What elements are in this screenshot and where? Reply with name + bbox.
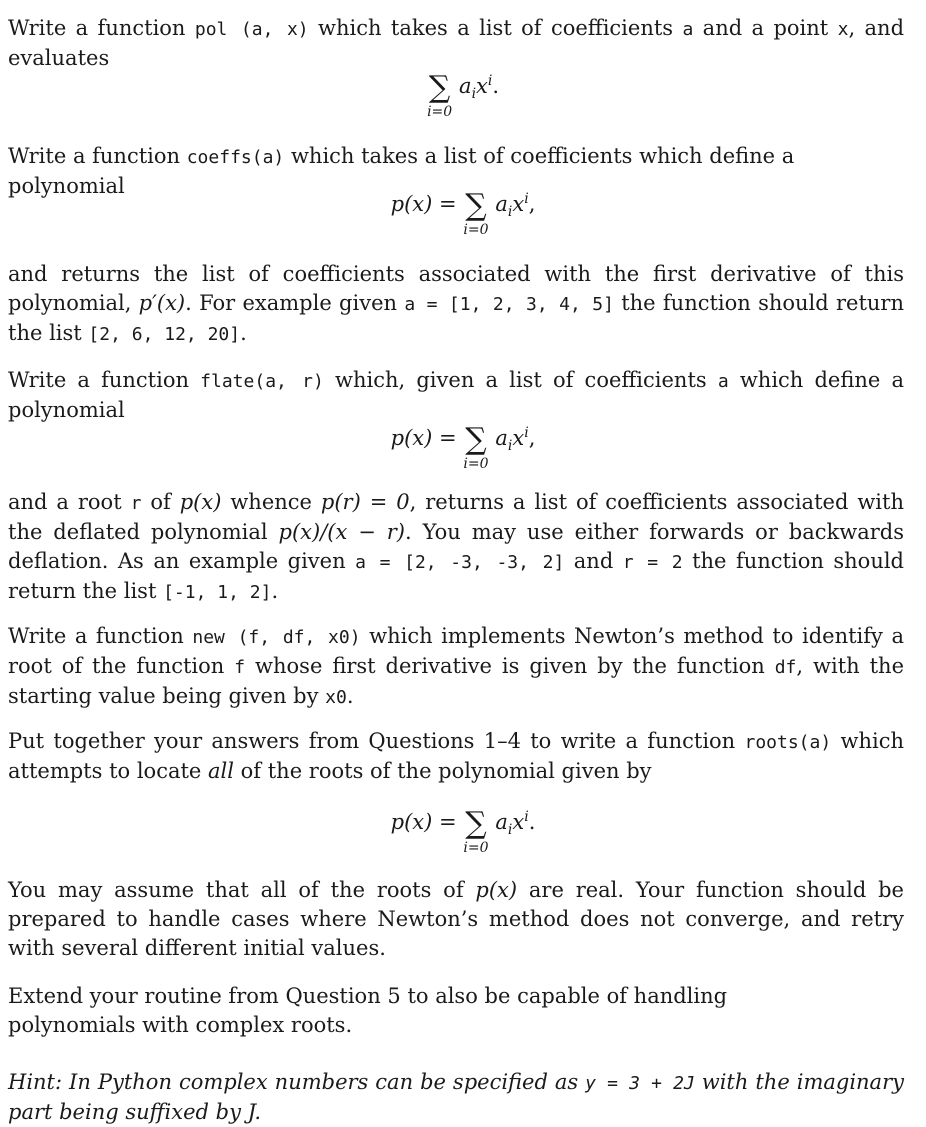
question-2-text: Write a function coeffs(a) which takes a list of coefficients which define a polynomial — [8, 144, 795, 198]
equation-2: p(x) = ∑ i=0 $a_ix^i$, — [390, 188, 536, 238]
code-f: f — [234, 657, 246, 678]
function-name-new: new (f, df, x0) — [192, 627, 361, 648]
equation-4: p(x) = ∑ i=0 $a_ix^i$. — [390, 806, 536, 856]
code-example-result: [2, 6, 12, 20] — [88, 324, 241, 345]
hint-text: Hint: In Python complex numbers can be specified as y = 3 + 2J with the imaginary part being suffixed by J. — [8, 1070, 904, 1124]
code-x0: x0 — [325, 687, 347, 708]
equation-3: p(x) = ∑ i=0 $a_ix^i$, — [390, 422, 536, 472]
sum-limit: i=0 — [427, 104, 453, 120]
q1-text: , and evaluates — [8, 16, 905, 70]
question-4-text: Write a function new (f, df, x0) which implements Newton’s method to identify a root of the function f whose first derivative is given by the function df, with the starting value being given by x0. — [8, 624, 904, 708]
function-name-roots: roots(a) — [744, 732, 832, 753]
code-df: df — [774, 657, 797, 678]
code-a: a — [682, 19, 694, 40]
q1-text: and a point — [693, 16, 838, 40]
code-example-result: [-1, 1, 2] — [163, 582, 272, 603]
code-a: a — [717, 371, 729, 392]
question-3-text: Write a function flate(a, r) which, given a list of coefficients a which define a polynomial — [8, 368, 904, 422]
equation-1: ∑ i=0 $a_ix^i$. — [427, 70, 500, 120]
question-2-detail: and returns the list of coefficients associated with the first derivative of this polynomial, p′(x). For example given a = [1, 2, 3, 4, 5] the function should return the list [2, 6, 12, 20]. — [8, 262, 904, 345]
question-1-text — [8, 14, 904, 73]
code-example-a: a = [1, 2, 3, 4, 5] — [404, 294, 614, 315]
emphasis-all: all — [208, 759, 234, 783]
question-6-text: Extend your routine from Question 5 to also be capable of handling polynomials with complex roots. — [8, 984, 728, 1037]
math-deflated: p(x)/(x − r) — [278, 520, 405, 544]
function-name-flate: flate(a, r) — [200, 371, 324, 392]
code-r: r — [130, 493, 142, 514]
code-complex-example: y = 3 + 2J — [585, 1073, 695, 1094]
code-example-r: r = 2 — [622, 552, 683, 573]
code-x: x — [837, 19, 849, 40]
question-3-detail: and a root r of p(x) whence p(r) = 0, returns a list of coefficients associated with the deflated polynomial p(x)/(x − r). You may use either forwards or backwards deflation. As an example given a = [2, -3, -3, 2] and r = 2 the function should return the list [-1, 1, 2]. — [8, 490, 905, 603]
math-derivative: p′(x) — [138, 291, 186, 315]
code-example-a: a = [2, -3, -3, 2] — [355, 552, 565, 573]
question-5-text: Put together your answers from Questions 1–4 to write a function roots(a) which attempts to locate all of the roots of the polynomial given by — [8, 729, 904, 783]
q1-text: which takes a list of coefficients — [308, 16, 683, 40]
function-name-coeffs: coeffs(a) — [186, 147, 285, 168]
function-name-pol: pol (a, x) — [194, 19, 309, 40]
q1-text: Write a function — [8, 16, 195, 40]
question-5-detail: You may assume that all of the roots of p(x) are real. Your function should be prepared to handle cases where Newton’s method does not converge, and retry with several different initial values. — [8, 878, 904, 960]
